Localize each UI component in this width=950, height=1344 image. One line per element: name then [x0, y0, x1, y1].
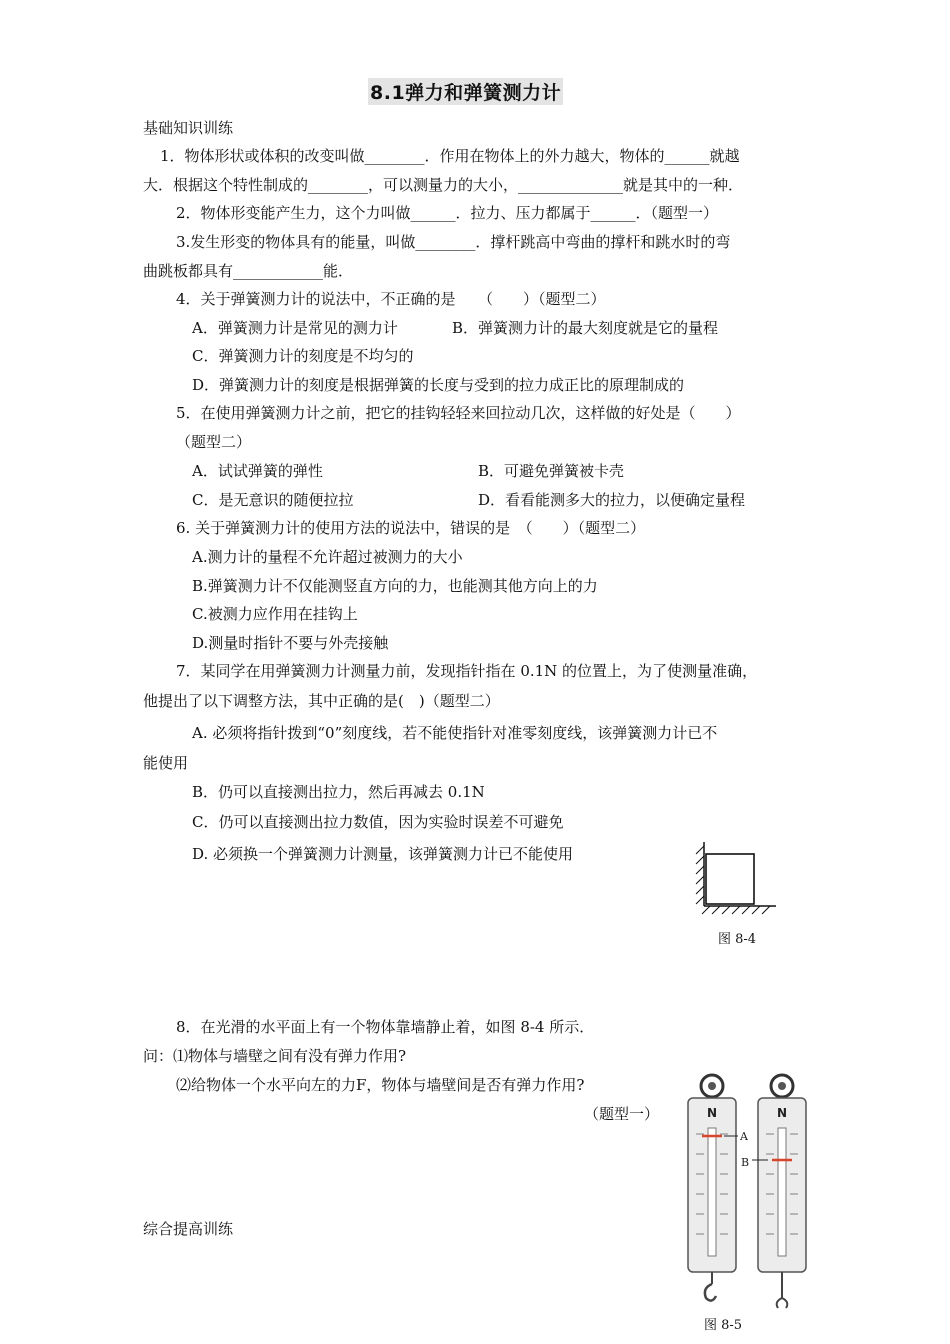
question-6-option-a: A.测力计的量程不允许超过被测力的大小 [192, 548, 463, 566]
question-4-option-c: C．弹簧测力计的刻度是不均匀的 [192, 347, 414, 365]
question-6-option-c: C.被测力应作用在挂钩上 [192, 605, 358, 623]
spring-scale-left [688, 1075, 736, 1301]
block [706, 854, 754, 904]
question-8-tag: （题型一） [584, 1105, 660, 1123]
question-3-line-1: 3.发生形变的物体具有的能量，叫做________．撑杆跳高中弯曲的撑杆和跳水时的弯 [176, 233, 731, 251]
spring-scale-right [758, 1075, 806, 1308]
question-7-option-a-line-1: A. 必须将指针拨到“0”刻度线，若不能使指针对准零刻度线，该弹簧测力计已不 [192, 724, 718, 742]
question-5-option-b: B．可避免弹簧被卡壳 [478, 462, 625, 480]
section-advanced-heading: 综合提高训练 [143, 1220, 234, 1238]
question-6: 6. 关于弹簧测力计的使用方法的说法中，错误的是 （ ）（题型二） [176, 519, 646, 537]
question-7-line-1: 7．某同学在用弹簧测力计测量力前，发现指针指在 0.1N 的位置上，为了使测量准确， [176, 662, 758, 680]
question-8-part-2: ⑵给物体一个水平向左的力F，物体与墙壁间是否有弹力作用? [176, 1076, 585, 1094]
question-6-option-d: D.测量时指针不要与外壳接触 [192, 634, 389, 652]
question-6-option-b: B.弹簧测力计不仅能测竖直方向的力，也能测其他方向上的力 [192, 577, 598, 595]
label-b: B [741, 1156, 750, 1169]
question-1-line-2: 大．根据这个特性制成的________，可以测量力的大小，______________就是其中的一种． [143, 176, 744, 194]
question-7-option-d: D. 必须换一个弹簧测力计测量，该弹簧测力计已不能使用 [192, 845, 574, 863]
question-5: 5．在使用弹簧测力计之前，把它的挂钩轻轻来回拉动几次，这样做的好处是（ ） [176, 404, 741, 422]
scale-unit-left: N [706, 1106, 718, 1120]
question-5-tag: （题型二） [176, 433, 252, 451]
figure-8-5-spring-scales [680, 1072, 830, 1312]
question-4: 4．关于弹簧测力计的说法中，不正确的是 （ ）（题型二） [176, 290, 606, 308]
scale-unit-right: N [776, 1106, 788, 1120]
question-8: 8．在光滑的水平面上有一个物体靠墙静止着，如图 8-4 所示． [176, 1018, 595, 1036]
question-5-option-a: A．试试弹簧的弹性 [192, 462, 323, 480]
question-2: 2．物体形变能产生力，这个力叫做______．拉力、压力都属于______．（题型一） [176, 204, 719, 222]
label-a: A [740, 1130, 748, 1143]
floor-hatching [702, 906, 770, 914]
figure-8-4-caption: 图 8-4 [718, 932, 757, 947]
question-4-option-a: A．弹簧测力计是常见的测力计 [192, 319, 398, 337]
page-title: 8.1弹力和弹簧测力计 [368, 78, 563, 105]
question-5-option-d: D．看看能测多大的拉力，以便确定量程 [478, 491, 746, 509]
figure-8-5-caption: 图 8-5 [704, 1318, 743, 1333]
wall-hatching [696, 846, 704, 904]
section-basic-heading: 基础知识训练 [143, 119, 234, 137]
question-3-line-2: 曲跳板都具有____________能． [143, 262, 354, 280]
question-7-option-a-line-2: 能使用 [143, 754, 189, 772]
question-7-line-2: 他提出了以下调整方法，其中正确的是( )（题型二） [143, 692, 500, 710]
question-8-part-1: 问：⑴物体与墙壁之间有没有弹力作用? [143, 1047, 407, 1065]
hook-right [777, 1298, 788, 1308]
question-4-option-d: D．弹簧测力计的刻度是根据弹簧的长度与受到的拉力成正比的原理制成的 [192, 376, 685, 394]
question-7-option-b: B．仍可以直接测出拉力，然后再减去 0.1N [192, 783, 485, 801]
question-5-option-c: C．是无意识的随便拉拉 [192, 491, 354, 509]
question-7-option-c: C．仍可以直接测出拉力数值，因为实验时误差不可避免 [192, 813, 564, 831]
question-4-option-b: B．弹簧测力计的最大刻度就是它的量程 [452, 319, 719, 337]
figure-8-4-wall-block [690, 838, 790, 920]
hook-left [705, 1284, 716, 1301]
question-1-line-1: 1．物体形状或体积的改变叫做________．作用在物体上的外力越大，物体的______就越 [160, 147, 740, 165]
